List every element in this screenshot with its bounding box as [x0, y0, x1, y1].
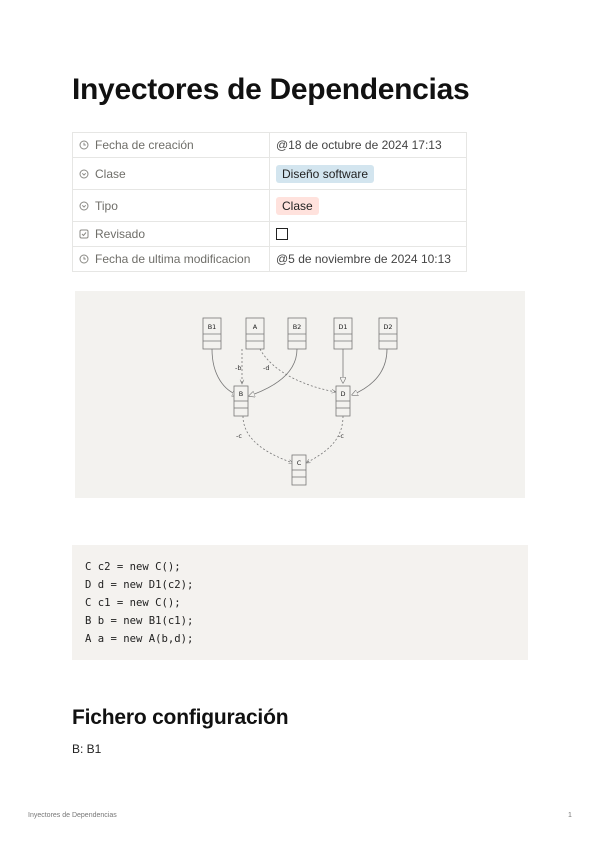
property-name-cell: [73, 190, 270, 222]
property-value-cell[interactable]: [270, 247, 467, 272]
footer-page-number: 1: [568, 812, 572, 819]
date-value: @18 de octubre de 2024 17:13: [276, 138, 442, 152]
select-tag[interactable]: Clase: [276, 197, 319, 215]
class-name: D: [340, 390, 346, 398]
code-line: C c1 = new C();: [85, 597, 181, 609]
class-name: C: [296, 459, 302, 467]
page-title: Inyectores de Dependencias: [72, 73, 470, 106]
property-value-cell: [270, 222, 467, 247]
class-node-d: [336, 386, 350, 416]
select-icon: [79, 201, 89, 211]
property-row: [73, 190, 467, 222]
edge-b2-b: [249, 349, 297, 396]
class-node-c: [292, 455, 306, 485]
class-name: D2: [383, 323, 393, 331]
code-line: B b = new B1(c1);: [85, 615, 194, 627]
property-name-cell: [73, 247, 270, 272]
footer-title: Inyectores de Dependencias: [28, 812, 117, 819]
edge-a-d: [260, 349, 336, 392]
code-line: A a = new A(b,d);: [85, 633, 194, 645]
edge-label-b-c: -c: [236, 432, 242, 440]
properties-table: [72, 132, 467, 272]
property-name: Clase: [95, 166, 126, 181]
property-value-cell[interactable]: [270, 133, 467, 158]
edge-b-c: [243, 416, 293, 463]
class-name: B1: [207, 323, 217, 331]
class-name: B: [238, 390, 244, 398]
property-name: Fecha de ultima modificacion: [95, 252, 251, 266]
property-value-cell[interactable]: [270, 190, 467, 222]
class-diagram-svg: [75, 291, 525, 498]
edge-label-d-c: -c: [338, 432, 344, 440]
property-name-cell: [73, 133, 270, 158]
code-line: D d = new D1(c2);: [85, 579, 194, 591]
class-node-b2: [288, 318, 306, 349]
class-node-a: [246, 318, 264, 349]
code-block[interactable]: [72, 545, 528, 660]
property-name: Revisado: [95, 227, 146, 241]
property-name-cell: [73, 158, 270, 190]
property-value-cell[interactable]: [270, 158, 467, 190]
property-row: [73, 133, 467, 158]
property-row: [73, 158, 467, 190]
class-name: D1: [338, 323, 348, 331]
select-tag[interactable]: Diseño software: [276, 165, 374, 183]
code-line: C c2 = new C();: [85, 561, 181, 573]
class-node-b1: [203, 318, 221, 349]
section-heading: Fichero configuración: [72, 706, 289, 729]
class-node-d2: [379, 318, 397, 349]
property-name-cell: [73, 222, 270, 247]
edge-d2-d: [352, 349, 387, 395]
class-node-d1: [334, 318, 352, 349]
revisado-checkbox[interactable]: [276, 228, 288, 240]
checkbox-icon: [79, 229, 89, 239]
class-diagram: [75, 291, 525, 498]
date-value: @5 de noviembre de 2024 10:13: [276, 252, 451, 266]
code-content: [72, 545, 528, 648]
property-name: Tipo: [95, 198, 118, 213]
class-name: B2: [292, 323, 302, 331]
property-name: Fecha de creación: [95, 138, 194, 152]
clock-icon: [79, 254, 89, 264]
section-text: B: B1: [72, 742, 102, 756]
property-row: [73, 247, 467, 272]
clock-icon: [79, 140, 89, 150]
edge-label-a-b: -b: [235, 364, 242, 372]
property-row: [73, 222, 467, 247]
edge-label-a-d: -d: [263, 364, 270, 372]
class-node-b: [234, 386, 248, 416]
select-icon: [79, 169, 89, 179]
class-name: A: [252, 323, 258, 331]
